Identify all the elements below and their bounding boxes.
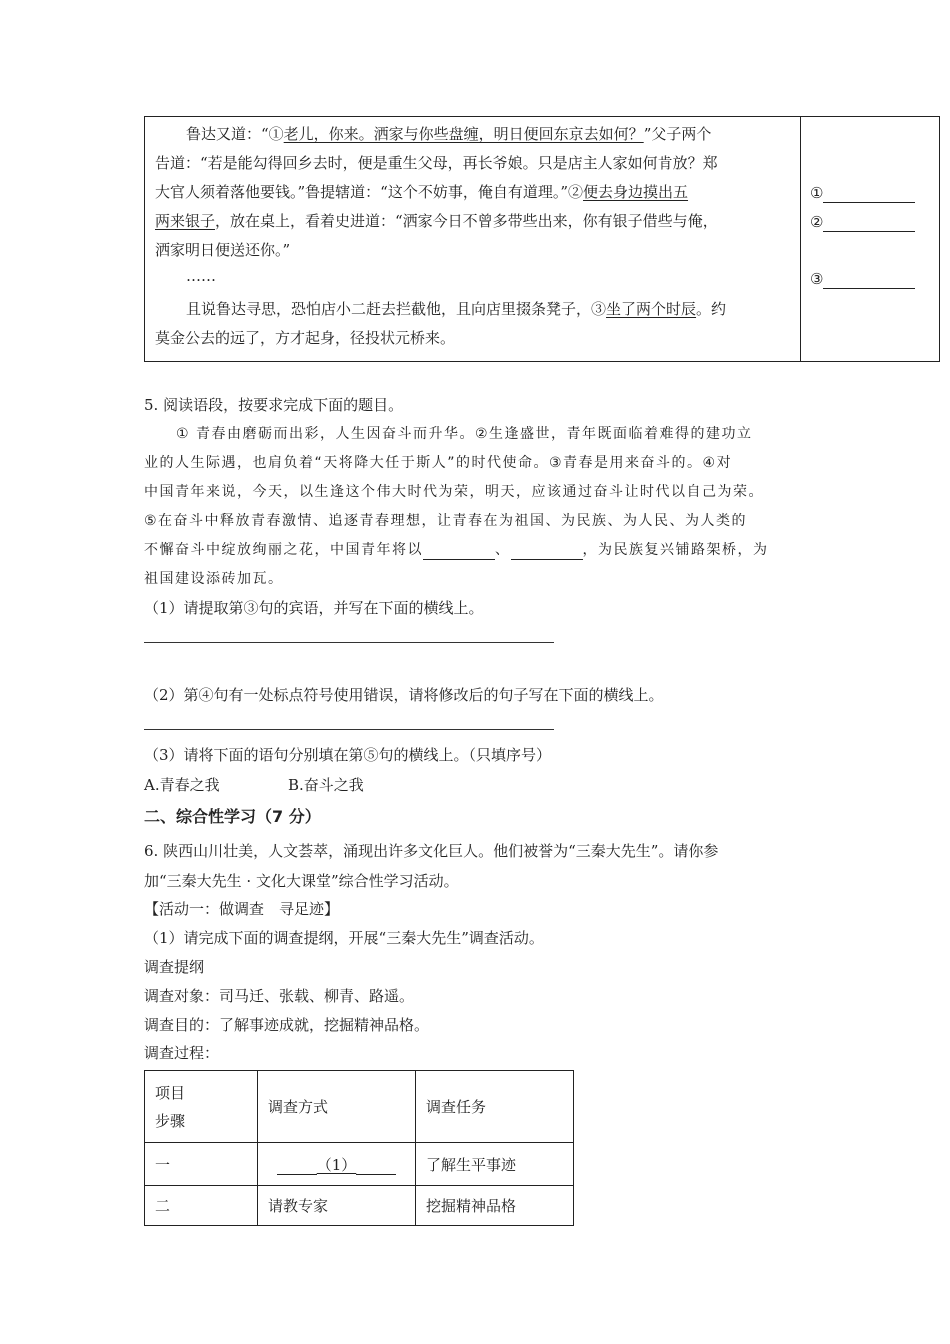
q5-passage-line-6: 祖国建设添砖加瓦。 bbox=[144, 571, 284, 587]
q5-stem: 5. 阅读语段，按要求完成下面的题目。 bbox=[144, 396, 404, 414]
answer-line-3[interactable] bbox=[810, 269, 915, 289]
answer-line-sub1[interactable] bbox=[144, 642, 554, 643]
method-blank-left[interactable] bbox=[277, 1158, 317, 1175]
q5-passage-line-3: 中国青年来说，今天，以生逢这个伟大时代为荣，明天，应该通过奋斗让时代以自己为荣。 bbox=[144, 484, 764, 500]
excerpt-line-7: 莫金公去的远了，方才起身，径投状元桥来。 bbox=[155, 329, 456, 347]
q5-sub2: （2）第④句有一处标点符号使用错误，请将修改后的句子写在下面的横线上。 bbox=[144, 686, 664, 704]
underlined-sentence-2: 便去身边摸出五 bbox=[583, 183, 689, 201]
excerpt-text: 且说鲁达寻思，恐怕店小二赶去拦截他，且向店里掇条凳子，③ bbox=[186, 300, 607, 318]
answer-blank[interactable] bbox=[823, 215, 915, 232]
header-item-step bbox=[145, 1071, 258, 1143]
section-heading: 二、综合性学习（7 分） bbox=[144, 807, 321, 826]
header-task: 调查任务 bbox=[416, 1071, 574, 1143]
row-step: 二 bbox=[145, 1186, 258, 1226]
row-method-blank[interactable] bbox=[258, 1143, 416, 1186]
passage-blank-1[interactable] bbox=[423, 543, 495, 560]
q6-line-1: 6. 陕西山川壮美，人文荟萃，涌现出许多文化巨人。他们被誉为“三秦大先生”。请你参 bbox=[144, 842, 719, 860]
table-row bbox=[145, 1186, 574, 1226]
header-step: 步骤 bbox=[155, 1111, 186, 1130]
survey-table bbox=[144, 1070, 574, 1226]
passage-blank-2[interactable] bbox=[511, 543, 583, 560]
excerpt-ellipsis: …… bbox=[186, 267, 216, 285]
answer-label: ② bbox=[810, 213, 824, 231]
row-method: （1） bbox=[316, 1155, 357, 1174]
excerpt-line-1 bbox=[186, 124, 711, 144]
excerpt-text: 。约 bbox=[696, 300, 727, 318]
excerpt-line-6 bbox=[186, 299, 726, 319]
option-a: A.青春之我 bbox=[144, 776, 220, 794]
excerpt-line-4 bbox=[155, 211, 718, 231]
answer-label: ① bbox=[810, 184, 824, 202]
answer-line-sub2[interactable] bbox=[144, 729, 554, 730]
q5-sub3: （3）请将下面的语句分别填在第⑤句的横线上。（只填序号） bbox=[144, 746, 552, 764]
q5-passage-line-4: ⑤在奋斗中释放青春激情、追逐青春理想，让青春在为祖国、为民族、为人民、为人类的 bbox=[144, 513, 748, 529]
survey-purpose: 调查目的：了解事迹成就，挖掘精神品格。 bbox=[144, 1016, 430, 1034]
row-task: 挖掘精神品格 bbox=[416, 1186, 574, 1226]
answer-line-2[interactable] bbox=[810, 212, 915, 232]
excerpt-text: 大官人须着落他要钱。”鲁提辖道：“这个不妨事，俺自有道理。”② bbox=[155, 183, 584, 201]
q5-passage-line-2: 业的人生际遇，也肩负着“天将降大任于斯人”的时代使命。③青春是用来奋斗的。④对 bbox=[144, 455, 733, 471]
answer-blank[interactable] bbox=[823, 186, 915, 203]
underlined-sentence-1: 老儿，你来。洒家与你些盘缠，明日便回东京去如何？ bbox=[283, 125, 644, 143]
excerpt-line-2: 告道：“若是能勾得回乡去时，便是重生父母，再长爷娘。只是店主人家如何肯放？郑 bbox=[155, 154, 718, 172]
answer-line-1[interactable] bbox=[810, 183, 915, 203]
passage-text: ，为民族复兴铺路架桥，为 bbox=[582, 542, 769, 558]
excerpt-line-3 bbox=[155, 182, 688, 202]
table-divider bbox=[800, 117, 801, 361]
answer-label: ③ bbox=[810, 270, 824, 288]
activity-title: 【活动一：做调查 寻足迹】 bbox=[144, 900, 340, 918]
row-step: 一 bbox=[145, 1143, 258, 1186]
row-method: 请教专家 bbox=[258, 1186, 416, 1226]
outline-title: 调查提纲 bbox=[144, 958, 205, 976]
answer-blank[interactable] bbox=[823, 272, 915, 289]
passage-text: 、 bbox=[495, 542, 511, 558]
table-row bbox=[145, 1143, 574, 1186]
option-b: B.奋斗之我 bbox=[288, 776, 364, 794]
header-method: 调查方式 bbox=[258, 1071, 416, 1143]
table-header-row bbox=[145, 1071, 574, 1143]
survey-target: 调查对象：司马迁、张载、柳青、路遥。 bbox=[144, 987, 415, 1005]
q6-sub1: （1）请完成下面的调查提纲，开展“三秦大先生”调查活动。 bbox=[144, 929, 544, 947]
q5-passage-line-1: ① 青春由磨砺而出彩，人生因奋斗而升华。②生逢盛世，青年既面临着难得的建功立 bbox=[176, 426, 753, 442]
underlined-sentence-2-cont: 两来银子 bbox=[155, 212, 216, 230]
excerpt-text: ”父子两个 bbox=[643, 125, 712, 143]
excerpt-line-5: 洒家明日便送还你。” bbox=[155, 241, 291, 259]
excerpt-text: ，放在桌上，看着史进道：“洒家今日不曾多带些出来，你有银子借些与俺， bbox=[215, 212, 718, 230]
excerpt-text: 鲁达又道：“① bbox=[186, 125, 284, 143]
passage-text: 不懈奋斗中绽放绚丽之花，中国青年将以 bbox=[144, 542, 423, 558]
underlined-sentence-3: 坐了两个时辰 bbox=[606, 300, 697, 318]
method-blank-right[interactable] bbox=[356, 1158, 396, 1175]
survey-process: 调查过程： bbox=[144, 1044, 220, 1062]
q6-line-2: 加“三秦大先生 · 文化大课堂”综合性学习活动。 bbox=[144, 872, 459, 890]
q5-passage-line-5 bbox=[144, 540, 769, 560]
header-item: 项目 bbox=[155, 1083, 186, 1102]
q5-sub1: （1）请提取第③句的宾语，并写在下面的横线上。 bbox=[144, 599, 484, 617]
row-task: 了解生平事迹 bbox=[416, 1143, 574, 1186]
